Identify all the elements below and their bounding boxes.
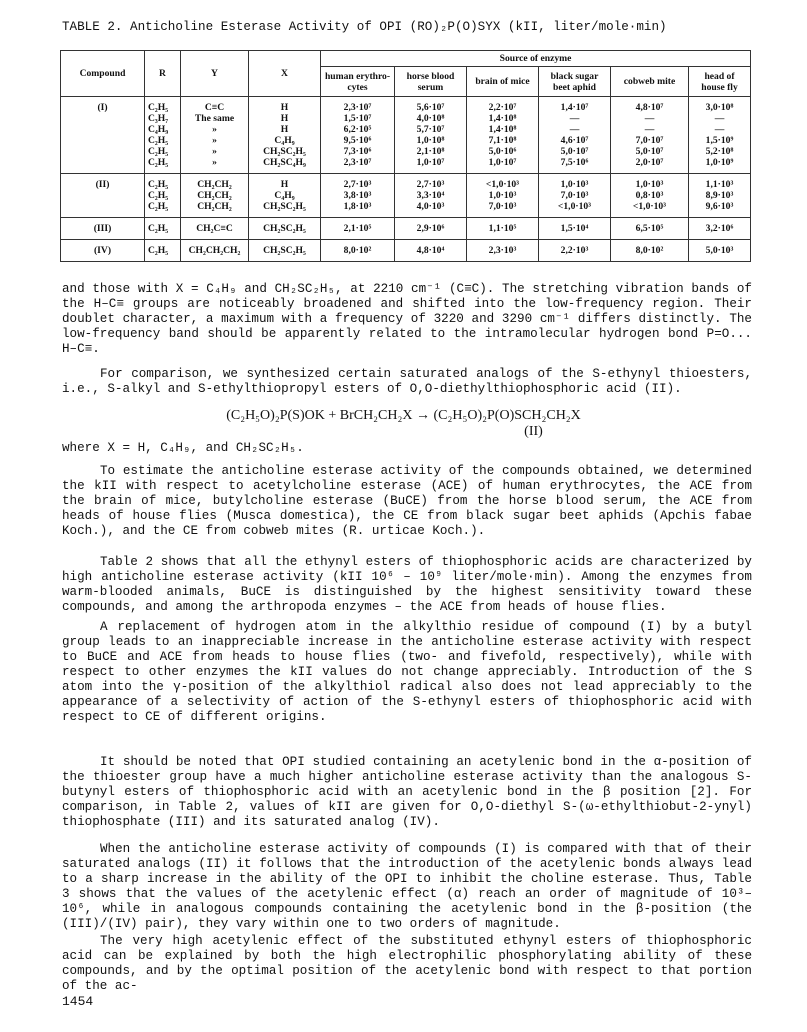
col-compound: Compound [61,51,145,97]
cell-value: 4,6·10⁷ [560,135,589,146]
paragraph-9-block [62,934,752,994]
cell-value: 1,5·10⁴ [560,223,589,234]
cell-value: 1,0·10³ [560,179,589,190]
cell-value: CH₂SC₂H₅ [263,201,306,212]
cell-value: 1,0·10⁸ [416,135,445,146]
table-cell-r [145,218,181,240]
table-cell-y [181,174,249,218]
cell-value: 2,7·10³ [343,179,372,190]
table-cell-y [181,240,249,262]
cell-value: 2,2·10³ [560,245,589,256]
col-mite: cobweb mite [611,67,689,97]
cell-value: The same [194,113,235,124]
paragraph-5: Table 2 shows that all the ethynyl esters of thiophosphoric acids are characterized by high anticholine esterase activity (kII 10⁶ – 10⁹ liter/mole·min). Among the enzymes from warm-blooded animals, BuCE is distinguished by the highest sensitivity toward these compounds, and among the arthropoda enzymes – the ACE from heads of house flies. [62,555,752,614]
table-cell-fly [689,218,751,240]
table-cell-human [321,218,395,240]
paragraph-3: where X = H, C₄H₉, and CH₂SC₂H₅. [62,441,304,455]
table-caption: TABLE 2. Anticholine Esterase Activity of OPI (RO)₂P(O)SYX (kII, liter/mole·min) [62,20,667,34]
col-x: X [249,51,321,97]
cell-value: C₂H₅ [148,245,169,256]
table-cell-fly [689,97,751,174]
paragraph-3-block [62,441,752,456]
cell-value: 1,0·10⁹ [705,157,734,168]
cell-value: 1,8·10³ [343,201,372,212]
cell-value: C₄H₉ [274,190,295,201]
cell-value: CH₂CH₂ [197,190,232,201]
table-cell-fly [689,174,751,218]
table-cell-y [181,97,249,174]
cell-value: » [212,146,217,157]
cell-value: <1,0·10³ [557,201,592,212]
cell-value: C₂H₅ [148,102,169,113]
table-cell-aphid [539,174,611,218]
table-cell-mite [611,218,689,240]
cell-value: 1,4·10⁷ [560,102,589,113]
cell-value: C₂H₅ [148,179,169,190]
cell-value: CH₂SC₂H₅ [263,223,306,234]
equation-label: (II) [524,424,543,439]
cell-value: 6,5·10⁵ [635,223,664,234]
cell-value: 2,3·10³ [488,245,517,256]
cell-value: C₄H₉ [148,124,169,135]
cell-value: 5,6·10⁷ [416,102,445,113]
table-body [61,97,751,262]
cell-value: H [280,124,289,135]
cell-value: C₂H₅ [148,135,169,146]
paragraph-4-block [62,464,752,539]
cell-value: 2,9·10⁶ [416,223,445,234]
cell-value: 8,9·10³ [705,190,734,201]
paragraph-2: For comparison, we synthesized certain saturated analogs of the S-ethynyl thioesters, i.e., S-alkyl and S-ethylthiopropyl esters of O,O-diethylthiophosphoric acid (II). [62,367,752,396]
col-aphid: black sugar beet aphid [539,67,611,97]
table-row [61,97,751,174]
table-cell-compound: (IV) [61,240,145,262]
cell-value: 1,0·10³ [635,179,664,190]
cell-value: <1,0·10³ [632,201,667,212]
cell-value: C₂H₅ [148,146,169,157]
cell-value: CH₂SC₂H₅ [263,146,306,157]
cell-value: 5,0·10³ [705,245,734,256]
cell-value: 0,8·10³ [635,190,664,201]
cell-value: 3,3·10⁴ [416,190,445,201]
table-cell-human [321,240,395,262]
paragraph-1-block [62,282,752,357]
table-cell-horse [395,97,467,174]
cell-value: — [714,113,725,124]
source-header: Source of enzyme [321,51,751,67]
cell-value: CH₂CH₂CH₂ [188,245,241,256]
cell-value: 7,5·10⁶ [560,157,589,168]
table-row [61,174,751,218]
table-cell-horse [395,218,467,240]
paragraph-8: When the anticholine esterase activity of compounds (I) is compared with that of their saturated analogs (II) it follows that the introduction of the acetylenic bonds always lead to a sharp increase in the ability of the OPI to inhibit the choline esterase. Thus, Table 3 shows that the values of the acetylenic effect (α) reach an order of magnitude of 10³–10⁶, while in analogous compounds containing the acetylenic bond in the β-position (the (III)/(IV) pair), they vary within one to two orders of magnitude. [62,842,752,931]
cell-value: C₄H₉ [274,135,295,146]
col-mice: brain of mice [467,67,539,97]
table-cell-human [321,97,395,174]
cell-value: 5,0·10⁷ [560,146,589,157]
cell-value: 4,0·10⁸ [416,113,445,124]
cell-value: CH₂C≡C [196,223,233,234]
paragraph-4: To estimate the anticholine esterase activity of the compounds obtained, we determined the kII with respect to acetylcholine esterase (ACE) of human erythrocytes, the ACE from the brain of mice, butylcholine esterase (BuCE) from the horse blood serum, the ACE from heads of house flies (Musca domestica), the CE from black sugar beet aphids (Apchis fabae Koch.), and the CE from cobweb mites (R. urticae Koch.). [62,464,752,538]
table-cell-human [321,174,395,218]
cell-value: 7,1·10⁸ [488,135,517,146]
cell-value: 2,2·10⁷ [488,102,517,113]
table-cell-fly [689,240,751,262]
table-cell-r [145,240,181,262]
cell-value: CH₂CH₂ [197,179,232,190]
cell-value: 2,3·10⁷ [343,102,372,113]
table-cell-compound: (I) [61,97,145,174]
cell-value: 1,5·10⁷ [343,113,372,124]
cell-value: 2,1·10⁸ [416,146,445,157]
col-horse: horse blood serum [395,67,467,97]
table-cell-mice [467,174,539,218]
cell-value: 8,0·10² [635,245,664,256]
cell-value: — [569,113,580,124]
cell-value: — [644,124,655,135]
cell-value: C₂H₅ [148,223,169,234]
table-cell-r [145,174,181,218]
table-cell-aphid [539,218,611,240]
cell-value: 2,0·10⁷ [635,157,664,168]
paragraph-5-block [62,555,752,615]
cell-value: » [212,124,217,135]
table-cell-mite [611,240,689,262]
paragraph-8-block [62,842,752,932]
cell-value: 1,1·10⁵ [488,223,517,234]
col-y: Y [181,51,249,97]
cell-value: CH₂CH₂ [197,201,232,212]
cell-value: — [644,113,655,124]
table-2 [60,50,751,262]
table-cell-mice [467,218,539,240]
table-cell-mite [611,174,689,218]
cell-value: CH₂SC₂H₅ [263,245,306,256]
paragraph-1: and those with X = C₄H₉ and CH₂SC₂H₅, at 2210 cm⁻¹ (C≡C). The stretching vibration bands of the H–C≡ groups are noticeably broadened and shifted into the low-frequency region. Their doublet character, a maximum with a frequency of 3220 and 3290 cm⁻¹ differs distinctly. The low-frequency band should be apparently related to the intramolecular hydrogen bond P=O... H–C≡. [62,282,752,356]
table-cell-mice [467,97,539,174]
cell-value: — [714,124,725,135]
cell-value: 4,8·10⁴ [416,245,445,256]
cell-value: 1,5·10⁹ [705,135,734,146]
cell-value: 7,0·10⁷ [635,135,664,146]
cell-value: C₂H₅ [148,157,169,168]
paragraph-9: The very high acetylenic effect of the substituted ethynyl esters of thiophosphoric acid can be explained by both the high electrophilic phosphorylating ability of these compounds, and by the optimal position of the acetylenic bond with respect to that portion of the ac- [62,934,752,993]
table-cell-mite [611,97,689,174]
cell-value: 1,4·10⁸ [488,124,517,135]
cell-value: 9,5·10⁶ [343,135,372,146]
cell-value: C₂H₅ [148,201,169,212]
table-cell-r [145,97,181,174]
paragraph-7: It should be noted that OPI studied containing an acetylenic bond in the α-position of the thioester group have a much higher anticholine esterase activity than the analogous S-butynyl esters of thiophosphoric acid with an acetylenic bond in the β position [2]. For comparison, in Table 2, values of kII are given for O,O-diethyl S-(ω-ethylthiobut-2-ynyl) thiophosphate (III) and its saturated analog (IV). [62,755,752,829]
paragraph-6-block [62,620,752,725]
table-row [61,218,751,240]
table-cell-compound: (III) [61,218,145,240]
cell-value: — [569,124,580,135]
cell-value: 3,0·10⁸ [705,102,734,113]
cell-value: 2,1·10⁵ [343,223,372,234]
cell-value: H [280,102,289,113]
col-r: R [145,51,181,97]
cell-value: 7,0·10³ [560,190,589,201]
cell-value: H [280,179,289,190]
cell-value: 1,4·10⁸ [488,113,517,124]
cell-value: 8,0·10² [343,245,372,256]
cell-value: 5,0·10⁷ [635,146,664,157]
table-cell-horse [395,174,467,218]
cell-value: 5,0·10⁶ [488,146,517,157]
paragraph-6: A replacement of hydrogen atom in the alkylthio residue of compound (I) by a butyl group leads to an inappreciable increase in the anticholine esterase activity with respect to BuCE and ACE from heads to house flies (two- and fivefold, respectively), while with respect to other enzymes the kII values do not change appreciably. Introduction of the S atom into the γ-position of the alkylthiol radical also does not lead appreciably to the appearance of a selectivity of action of the S-ethynyl esters of thiophosphoric acid with respect to CE of different origins. [62,620,752,724]
col-human: human erythro-cytes [321,67,395,97]
cell-value: 1,0·10⁷ [416,157,445,168]
table-cell-compound: (II) [61,174,145,218]
table-cell-y [181,218,249,240]
cell-value: 4,8·10⁷ [635,102,664,113]
table-cell-x [249,240,321,262]
cell-value: 5,7·10⁷ [416,124,445,135]
cell-value: C₃H₇ [148,113,169,124]
paragraph-7-block [62,755,752,830]
cell-value: 2,3·10⁷ [343,157,372,168]
table-cell-mice [467,240,539,262]
cell-value: 7,3·10⁶ [343,146,372,157]
cell-value: 6,2·10⁵ [343,124,372,135]
equation: (C₂H₅O)₂P(S)OK + BrCH₂CH₂X → (C₂H₅O)₂P(O)SCH₂CH₂X [226,408,581,423]
cell-value: » [212,135,217,146]
cell-value: C≡C [204,102,225,113]
table-cell-aphid [539,97,611,174]
table-cell-aphid [539,240,611,262]
table-cell-x [249,174,321,218]
page-number: 1454 [62,994,94,1009]
cell-value: <1,0·10³ [485,179,520,190]
cell-value: CH₂SC₄H₉ [263,157,306,168]
cell-value: H [280,113,289,124]
table-cell-horse [395,240,467,262]
cell-value: C₂H₅ [148,190,169,201]
cell-value: 3,8·10³ [343,190,372,201]
paragraph-2-block [62,367,752,397]
cell-value: 3,2·10⁶ [705,223,734,234]
table-cell-x [249,97,321,174]
cell-value: » [212,157,217,168]
cell-value: 9,6·10³ [705,201,734,212]
col-fly: head of house fly [689,67,751,97]
cell-value: 2,7·10³ [416,179,445,190]
cell-value: 1,0·10³ [488,190,517,201]
cell-value: 1,0·10⁷ [488,157,517,168]
cell-value: 1,1·10³ [705,179,734,190]
cell-value: 5,2·10⁸ [705,146,734,157]
cell-value: 4,0·10³ [416,201,445,212]
table-cell-x [249,218,321,240]
table-row [61,240,751,262]
cell-value: 7,0·10³ [488,201,517,212]
